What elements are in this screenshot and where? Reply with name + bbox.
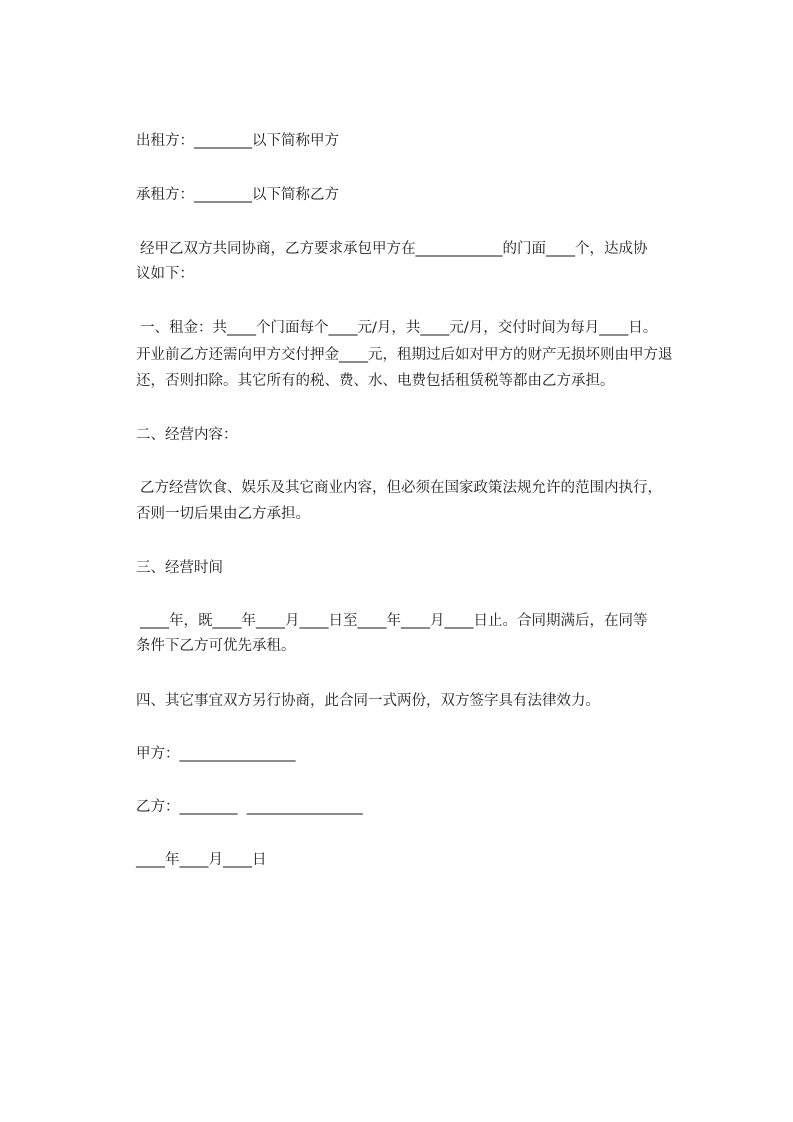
clause1-line-3: 还，否则扣除。其它所有的税、费、水、电费包括租赁税等都由乙方承担。 bbox=[136, 373, 615, 389]
lessor-line: 出租方：________以下简称甲方 bbox=[136, 133, 339, 149]
intro-line-1: 经甲乙双方共同协商，乙方要求承包甲方在____________的门面____个，达成协 bbox=[140, 241, 648, 257]
clause3-line-2: 条件下乙方可优先承租。 bbox=[136, 638, 296, 654]
clause1-line-1: 一、租金：共____个门面每个____元/月，共____元/月，交付时间为每月____日。 bbox=[140, 320, 658, 336]
signature-party-b: 乙方：________ ________________ bbox=[136, 799, 363, 815]
clause2-heading: 二、经营内容： bbox=[136, 427, 238, 443]
clause1-line-2: 开业前乙方还需向甲方交付押金____元，租期过后如对甲方的财产无损坏则由甲方退 bbox=[136, 347, 673, 363]
clause4-line: 四、其它事宜双方另行协商，此合同一式两份，双方签字具有法律效力。 bbox=[136, 693, 600, 709]
clause3-line-1: ____年，既____年____月____日至____年____月____日止。合同期满后，在同等 bbox=[140, 613, 648, 629]
clause2-line-1: 乙方经营饮食、娱乐及其它商业内容，但必须在国家政策法规允许的范围内执行， bbox=[140, 480, 662, 496]
signature-date: ____年____月____日 bbox=[136, 852, 267, 868]
clause2-line-2: 否则一切后果由乙方承担。 bbox=[136, 506, 310, 522]
lessee-line: 承租方：________以下简称乙方 bbox=[136, 187, 339, 203]
clause3-heading: 三、经营时间 bbox=[136, 560, 223, 576]
intro-line-2: 议如下： bbox=[136, 266, 194, 282]
signature-party-a: 甲方：________________ bbox=[136, 746, 296, 762]
